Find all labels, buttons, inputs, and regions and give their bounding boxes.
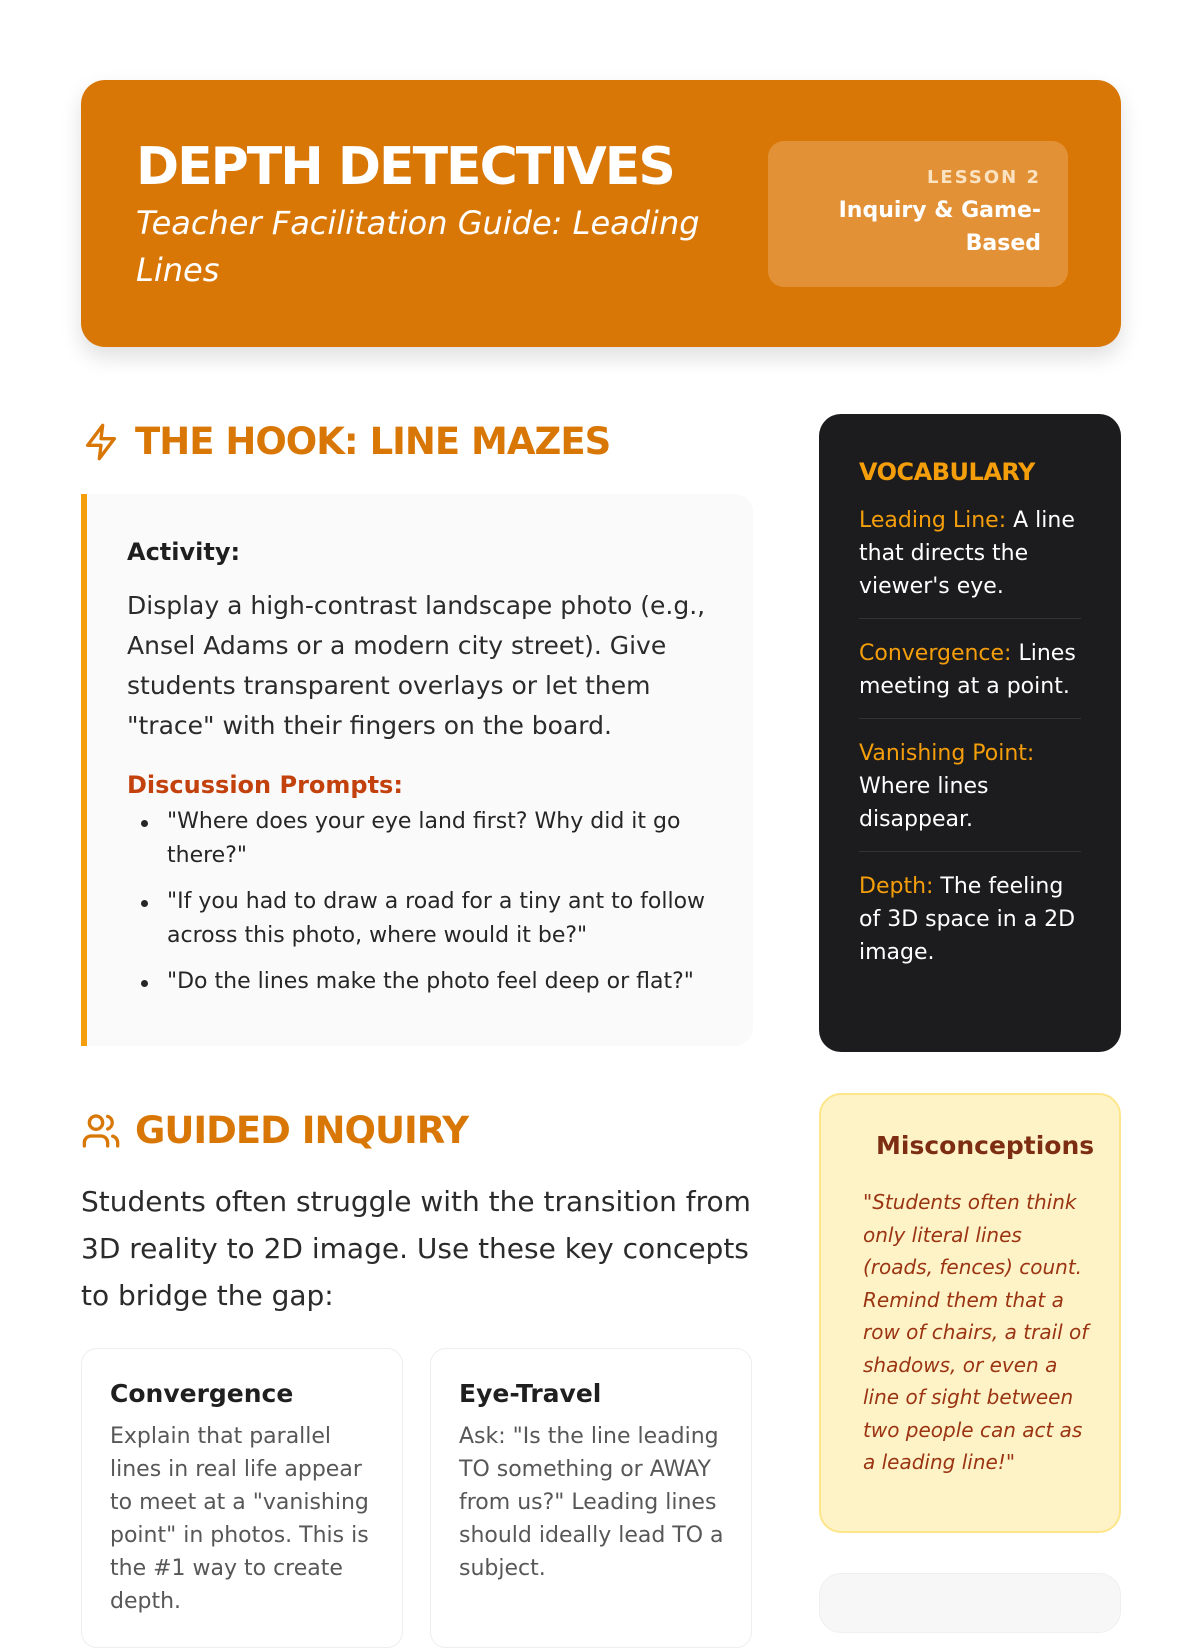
inquiry-section-heading bbox=[81, 1109, 468, 1152]
hook-section-heading bbox=[81, 420, 610, 463]
lesson-badge bbox=[768, 141, 1068, 287]
vocab-item-leading-line bbox=[859, 486, 1081, 619]
vocab-definition: Lines meeting at a point. bbox=[859, 641, 1076, 699]
concept-text: Ask: "Is the line leading TO something or AWAY from us?" Leading lines should ideally lead TO a subject. bbox=[459, 1424, 724, 1581]
vocab-term: Leading Line: bbox=[859, 508, 1007, 533]
activity-label: Activity: bbox=[127, 538, 241, 566]
inquiry-title: GUIDED INQUIRY bbox=[135, 1109, 469, 1152]
vocab-item-vanishing-point bbox=[859, 719, 1081, 852]
concept-text: Explain that parallel lines in real life appear to meet at a "vanishing point" in photos. This is the #1 way to create depth. bbox=[110, 1424, 369, 1614]
vocabulary-panel bbox=[819, 414, 1121, 1052]
discussion-prompts-list bbox=[127, 805, 721, 999]
concept-card-eye-travel bbox=[430, 1348, 752, 1648]
discussion-prompts-label: Discussion Prompts: bbox=[127, 771, 403, 799]
concept-title: Eye-Travel bbox=[459, 1379, 602, 1408]
inquiry-intro: Students often struggle with the transition from 3D reality to 2D image. Use these key concepts to bridge the gap: bbox=[81, 1185, 751, 1312]
concept-card-convergence bbox=[81, 1348, 403, 1648]
vocab-item-depth bbox=[859, 852, 1081, 984]
misconceptions-title: Misconceptions bbox=[876, 1131, 1095, 1160]
vocab-definition: A line that directs the viewer's eye. bbox=[859, 508, 1075, 599]
vocab-term: Vanishing Point: bbox=[859, 741, 1035, 766]
page-title: DEPTH DETECTIVES bbox=[136, 137, 674, 197]
vocab-term: Depth: bbox=[859, 874, 934, 899]
vocab-definition: Where lines disappear. bbox=[859, 774, 989, 832]
activity-text: Display a high-contrast landscape photo (e.g., Ansel Adams or a modern city street). Give students transparent overlays or let them "trace" with their fingers on the board. bbox=[127, 591, 706, 740]
vocab-item-convergence bbox=[859, 619, 1081, 719]
hook-activity-card bbox=[81, 494, 753, 1046]
misconceptions-panel bbox=[819, 1093, 1121, 1533]
vocab-term: Convergence: bbox=[859, 641, 1012, 666]
list-item: "Do the lines make the photo feel deep or flat?" bbox=[127, 965, 721, 999]
lesson-type: Inquiry & Game-Based bbox=[838, 198, 1041, 256]
misconceptions-text: "Students often think only literal lines (roads, fences) count. Remind them that a row of chairs, a trail of shadows, or even a line of sight between two people can act as a leading line!" bbox=[863, 1190, 1089, 1474]
lesson-number: LESSON 2 bbox=[926, 167, 1041, 188]
concept-title: Convergence bbox=[110, 1379, 294, 1408]
page-subtitle: Teacher Facilitation Guide: Leading Lines bbox=[136, 204, 700, 289]
list-item: "Where does your eye land first? Why did it go there?" bbox=[127, 805, 721, 873]
users-icon bbox=[81, 1111, 121, 1151]
list-item: "If you had to draw a road for a tiny ant to follow across this photo, where would it be?" bbox=[127, 885, 721, 953]
hook-title: THE HOOK: LINE MAZES bbox=[135, 420, 611, 463]
vocabulary-title: VOCABULARY bbox=[859, 458, 1035, 486]
lightning-icon bbox=[81, 422, 121, 462]
sidebar-card bbox=[819, 1573, 1121, 1633]
lesson-header bbox=[81, 80, 1121, 347]
vocab-definition: The feeling of 3D space in a 2D image. bbox=[859, 874, 1076, 965]
